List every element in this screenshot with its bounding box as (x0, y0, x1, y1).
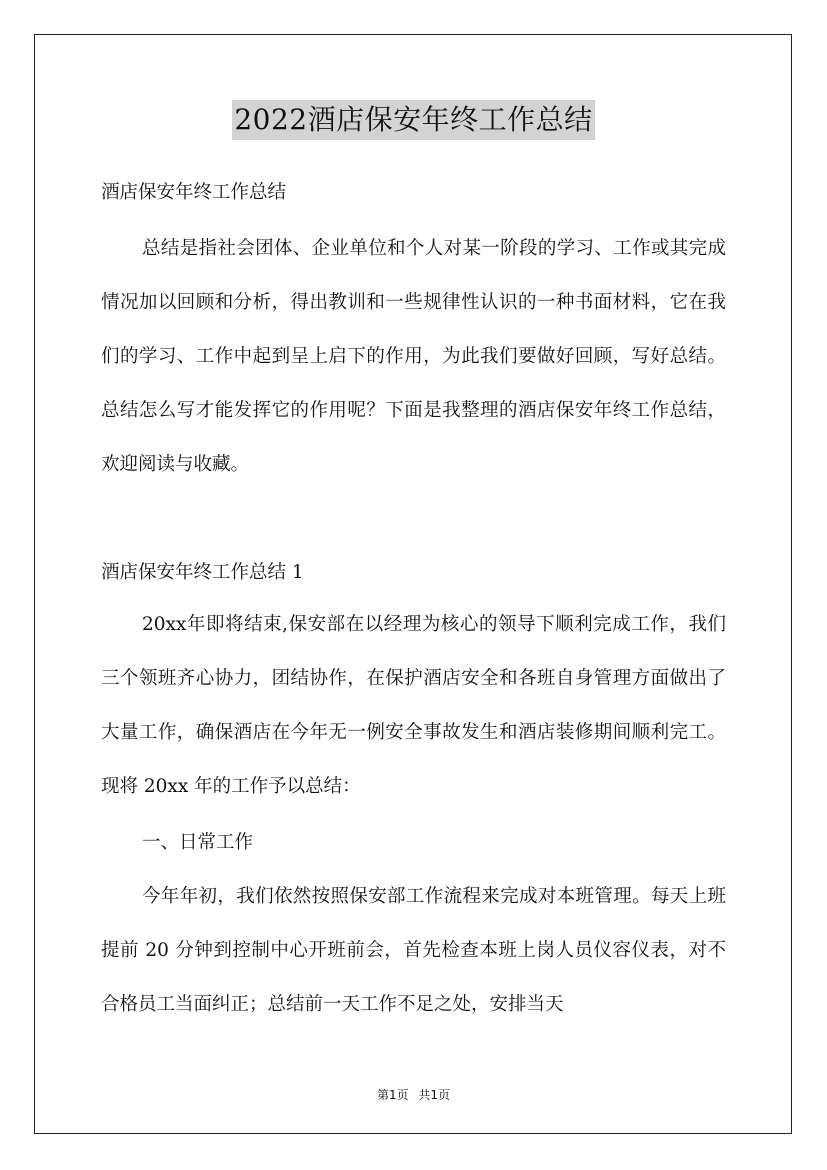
page-footer (0, 1086, 827, 1103)
daily-work-heading: 一、日常工作 (142, 832, 254, 853)
total-pages: 共1页 (418, 1088, 451, 1102)
intro-paragraph: 总结是指社会团体、企业单位和个人对某一阶段的学习、工作或其完成情况加以回顾和分析，得出教训和一些规律性认识的一种书面材料，它在我们的学习、工作中起到呈上启下的作用，为此我们要做好回顾，写好总结。总结怎么写才能发挥它的作用呢？下面是我整理的酒店保安年终工作总结，欢迎阅读与收藏。 (101, 238, 726, 475)
daily-work-paragraph: 今年年初，我们依然按照保安部工作流程来完成对本班管理。每天上班提前 20 分钟到控制中心开班前会，首先检查本班上岗人员仪容仪表，对不合格员工当面纠正；总结前一天工作不足之处，安排当天 (101, 886, 726, 1015)
title-container (0, 100, 827, 140)
page-number: 第1页 (376, 1088, 409, 1102)
section-1-paragraph: 20xx年即将结束,保安部在以经理为核心的领导下顺利完成工作，我们三个领班齐心协力，团结协作，在保护酒店安全和各班自身管理方面做出了大量工作，确保酒店在今年无一例安全事故发生和酒店装修期间顺利完工。现将 20xx 年的工作予以总结： (101, 614, 726, 797)
section-1-heading: 酒店保安年终工作总结 1 (101, 562, 304, 583)
document-title: 2022酒店保安年终工作总结 (232, 100, 594, 140)
document-subtitle: 酒店保安年终工作总结 (101, 182, 287, 203)
